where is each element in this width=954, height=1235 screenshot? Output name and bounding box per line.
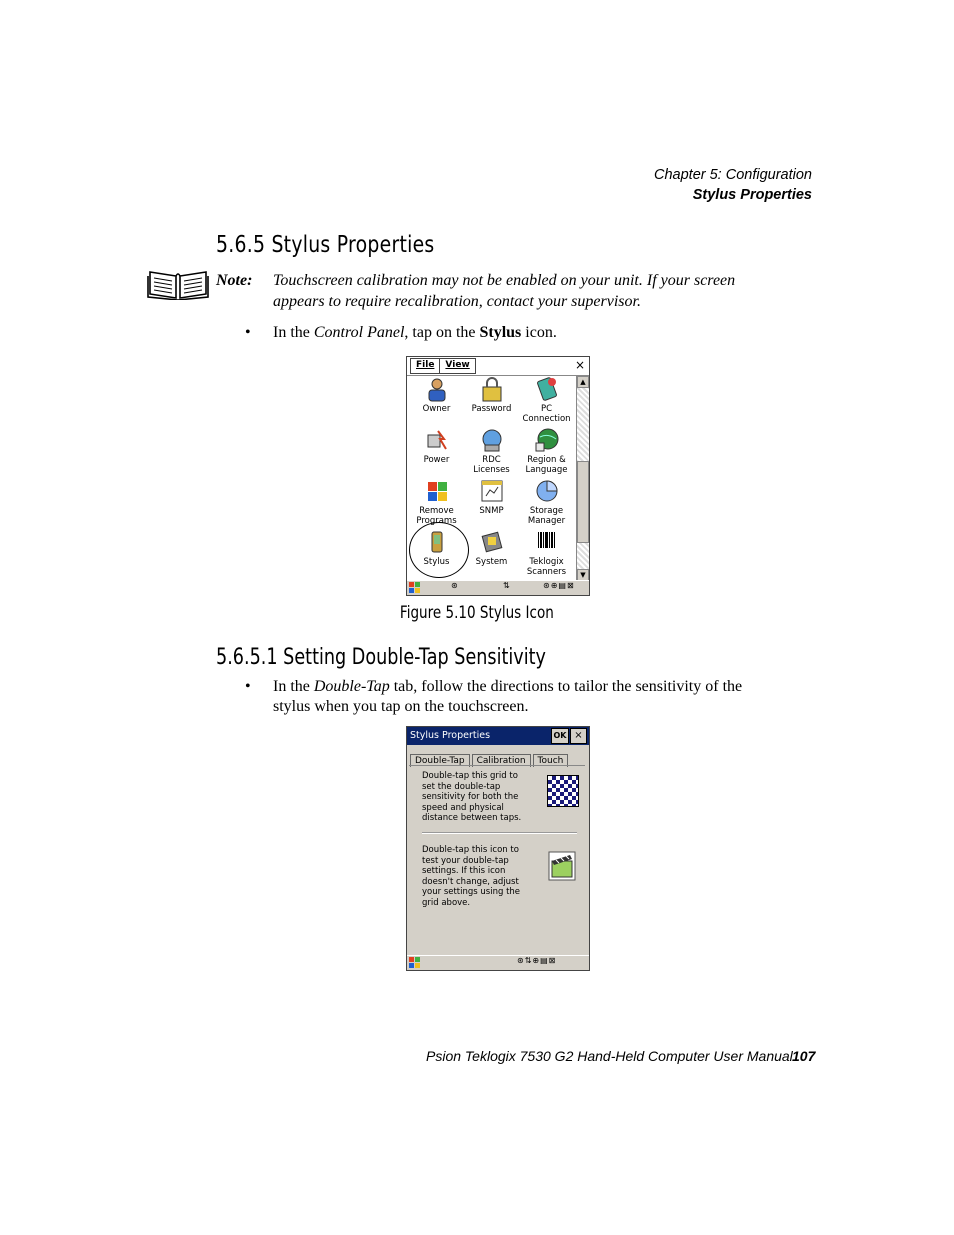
close-icon[interactable]: × (574, 358, 585, 372)
owner-icon (424, 376, 450, 402)
start-icon[interactable] (409, 582, 420, 593)
scroll-thumb[interactable] (577, 461, 589, 543)
power-item[interactable]: Power (409, 427, 464, 465)
grid-instructions: Double-tap this grid to set the double-tap sensitivity for both the speed and physical distance between taps. (422, 771, 522, 823)
bullet-text-double-tap-line1: In the Double-Tap tab, follow the directions to tailor the sensitivity of the (273, 678, 743, 695)
bullet-marker: • (245, 678, 251, 695)
remove-programs-icon (424, 478, 450, 504)
tab-double-tap[interactable]: Double-Tap (410, 754, 470, 767)
menu-file[interactable]: File (411, 359, 440, 373)
dialog-titlebar (407, 727, 589, 745)
book-icon (146, 266, 210, 300)
section-title: 5.6.5 Stylus Properties (216, 232, 435, 258)
tab-touch[interactable]: Touch (533, 754, 569, 767)
taskbar (407, 580, 589, 595)
tray-icons: ⊛⇅⊕▤⊠ (517, 956, 557, 965)
owner-item[interactable]: Owner (409, 376, 464, 414)
highlight-circle (409, 522, 469, 578)
rdc-licenses-item[interactable]: RDC Licenses (464, 427, 519, 475)
dialog-title: Stylus Properties (410, 730, 491, 741)
system-item[interactable]: System (464, 529, 519, 567)
password-item[interactable]: Password (464, 376, 519, 414)
menu-view[interactable]: View (445, 360, 470, 370)
rdc-licenses-icon (479, 427, 505, 453)
network-icon[interactable]: ⇅ (503, 581, 510, 590)
barcode-icon (534, 529, 560, 555)
control-panel-screenshot (406, 356, 590, 596)
figure-caption: Figure 5.10 Stylus Icon (400, 603, 554, 622)
teklogix-scanners-item[interactable]: Teklogix Scanners (519, 529, 574, 577)
sensitivity-grid[interactable] (547, 775, 579, 807)
running-header-section: Stylus Properties (692, 187, 812, 203)
ok-button[interactable]: OK (551, 728, 569, 744)
region-language-item[interactable]: Region & Language (519, 427, 574, 475)
pc-connection-icon (534, 376, 560, 402)
scroll-up-icon[interactable]: ▲ (577, 376, 589, 388)
stylus-item[interactable]: Stylus (409, 529, 464, 567)
power-icon (424, 427, 450, 453)
start-icon[interactable] (409, 957, 420, 968)
running-header-chapter: Chapter 5: Configuration (654, 167, 812, 183)
icon-test-instructions: Double-tap this icon to test your double-tap settings. If this icon doesn't change, adjust your settings using the grid above. (422, 845, 521, 908)
storage-manager-item[interactable]: Storage Manager (519, 478, 574, 526)
system-icon (479, 529, 505, 555)
note-label: Note: (216, 272, 253, 289)
bullet-text-control-panel: In the Control Panel, tap on the Stylus icon. (273, 324, 557, 341)
remove-programs-item[interactable]: Remove Programs (409, 478, 464, 526)
scroll-down-icon[interactable]: ▼ (577, 569, 589, 581)
snmp-item[interactable]: SNMP (464, 478, 519, 516)
pc-connection-item[interactable]: PC Connection (519, 376, 574, 424)
bullet-text-double-tap-line2: stylus when you tap on the touchscreen. (273, 698, 529, 715)
password-icon (479, 376, 505, 402)
page-number: 107 (792, 1048, 816, 1064)
vertical-scrollbar[interactable] (576, 376, 589, 581)
snmp-icon (479, 478, 505, 504)
globe-icon (534, 427, 560, 453)
footer-manual-title: Psion Teklogix 7530 G2 Hand-Held Computer User Manual (426, 1048, 793, 1064)
storage-manager-icon (534, 478, 560, 504)
divider (422, 832, 577, 834)
bullet-marker: • (245, 324, 251, 341)
clapper-test-icon[interactable] (548, 851, 576, 881)
note-text-line1: Touchscreen calibration may not be enabled on your unit. If your screen (273, 272, 736, 289)
subsection-title: 5.6.5.1 Setting Double-Tap Sensitivity (216, 645, 546, 670)
note-text-line2: appears to require recalibration, contact your supervisor. (273, 293, 641, 310)
close-button[interactable]: × (570, 728, 587, 744)
taskbar (407, 955, 589, 970)
tray-icons: ⊛⊕▤⊠ (543, 581, 575, 590)
keyboard-icon[interactable]: ⊛ (451, 581, 458, 590)
menu-bar (407, 357, 589, 376)
tab-calibration[interactable]: Calibration (472, 754, 531, 767)
stylus-properties-screenshot (406, 726, 590, 971)
